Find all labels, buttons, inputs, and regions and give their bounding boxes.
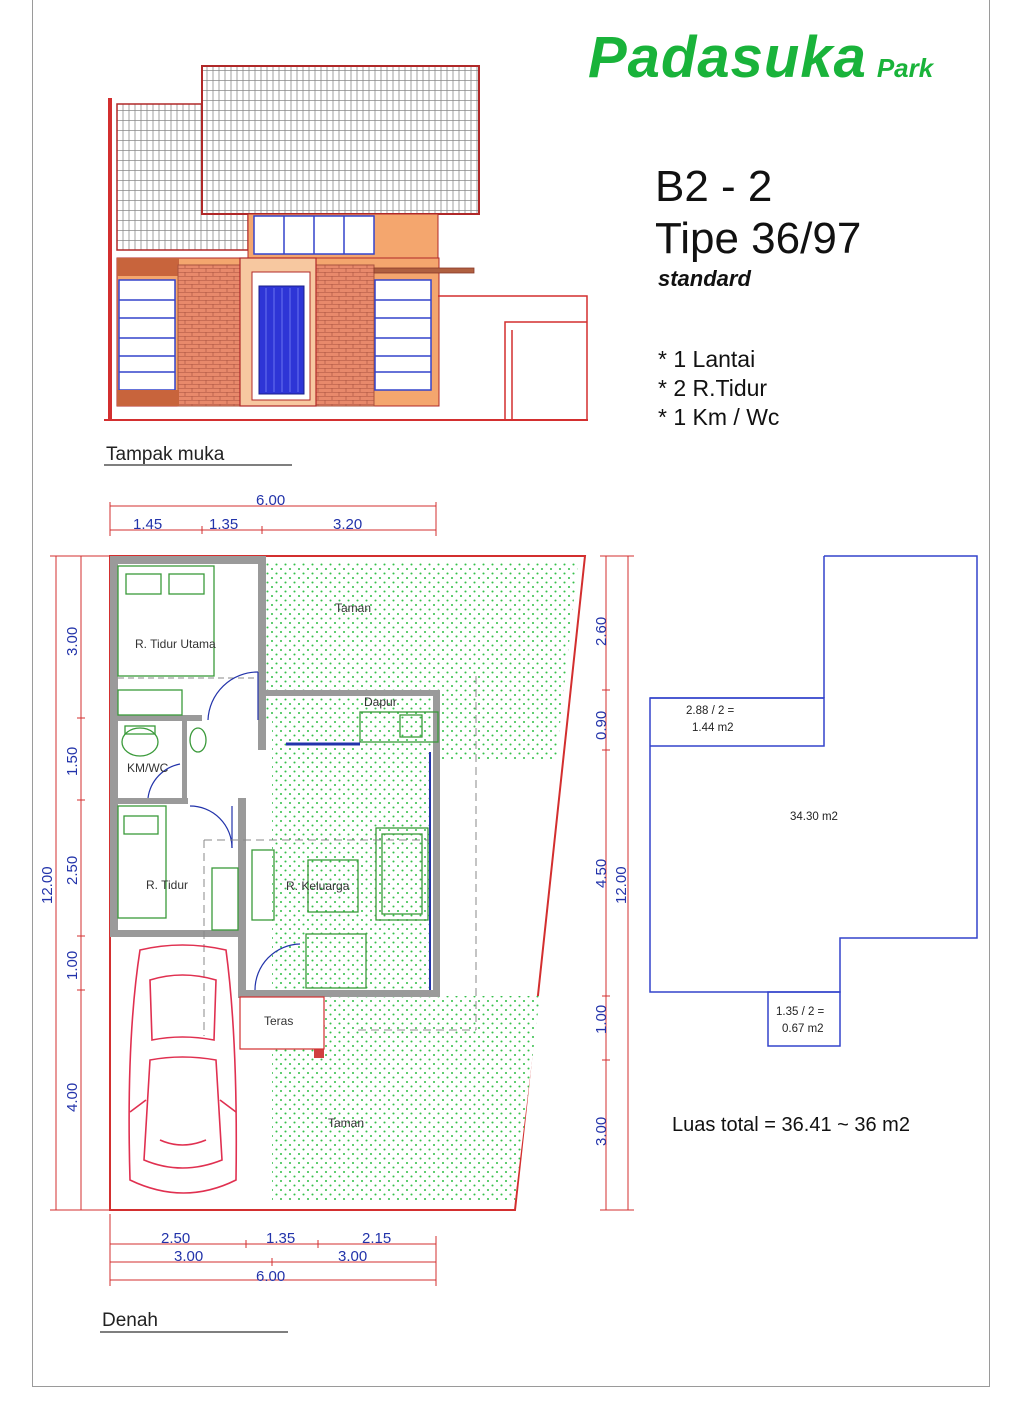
dim-right-2: 0.90 bbox=[593, 710, 610, 740]
floor-plan bbox=[100, 556, 585, 1332]
room-terrace: Teras bbox=[264, 1014, 294, 1028]
window-right bbox=[375, 280, 431, 390]
dim-top-total: 6.00 bbox=[256, 492, 286, 509]
side-fence bbox=[438, 296, 587, 420]
toilet bbox=[122, 726, 206, 756]
feature-floors: * 1 Lantai bbox=[658, 346, 756, 372]
dim-bottom-5: 3.00 bbox=[338, 1248, 368, 1265]
left-eave-post bbox=[108, 98, 112, 420]
car bbox=[129, 945, 236, 1193]
dim-right-1: 2.60 bbox=[593, 616, 610, 646]
brick-pillar-right bbox=[316, 265, 374, 406]
room-master-bedroom: R. Tidur Utama bbox=[135, 637, 216, 651]
room-garden-top: Taman bbox=[335, 601, 372, 615]
dim-left-2: 1.50 bbox=[64, 746, 81, 776]
unit-type: Tipe 36/97 bbox=[655, 214, 862, 263]
dim-bottom-2: 1.35 bbox=[266, 1230, 296, 1247]
dim-top-3: 3.20 bbox=[333, 516, 363, 533]
dim-bottom-3: 2.15 bbox=[362, 1230, 392, 1247]
area-bottom-value: 0.67 m2 bbox=[782, 1023, 824, 1035]
single-bed bbox=[118, 806, 238, 930]
dim-right-3: 4.50 bbox=[593, 858, 610, 888]
room-kitchen: Dapur bbox=[364, 695, 397, 709]
dim-right-5: 3.00 bbox=[593, 1116, 610, 1146]
dim-bottom-4: 3.00 bbox=[174, 1248, 204, 1265]
dim-top-2: 1.35 bbox=[209, 516, 239, 533]
room-garden-bottom: Taman bbox=[328, 1116, 365, 1130]
unit-code: B2 - 2 bbox=[655, 162, 773, 211]
dim-left-total: 12.00 bbox=[39, 866, 56, 904]
room-bathroom: KM/WC bbox=[127, 761, 169, 775]
feature-bedrooms: * 2 R.Tidur bbox=[658, 375, 768, 401]
area-top-formula: 2.88 / 2 = bbox=[686, 705, 735, 717]
room-bedroom: R. Tidur bbox=[146, 878, 189, 892]
clerestory-windows bbox=[254, 216, 374, 254]
dim-right-4: 1.00 bbox=[593, 1004, 610, 1034]
dim-left-3: 2.50 bbox=[64, 855, 81, 885]
bed-door-swing bbox=[190, 806, 232, 848]
dim-top-1: 1.45 bbox=[133, 516, 163, 533]
dim-left-5: 4.00 bbox=[64, 1082, 81, 1112]
garden-top-area bbox=[265, 563, 578, 1040]
dim-bottom-1: 2.50 bbox=[161, 1230, 191, 1247]
brand-name: Padasuka bbox=[588, 25, 867, 90]
plinth bbox=[117, 390, 179, 406]
brick-pillar-left bbox=[178, 265, 240, 406]
room-family: R. Keluarga bbox=[286, 879, 350, 893]
unit-variant: standard bbox=[658, 266, 751, 291]
dim-left-4: 1.00 bbox=[64, 950, 81, 980]
front-elevation bbox=[104, 66, 588, 465]
brand-suffix: Park bbox=[876, 53, 934, 83]
eave-shadow bbox=[117, 258, 179, 276]
window-canopy bbox=[374, 268, 474, 273]
dim-left-1: 3.00 bbox=[64, 626, 81, 656]
front-view-label: Tampak muka bbox=[106, 444, 225, 465]
master-door-swing bbox=[208, 672, 258, 720]
main-roof bbox=[202, 66, 479, 214]
plan-view-label: Denah bbox=[102, 1310, 158, 1331]
dim-right-total: 12.00 bbox=[613, 866, 630, 904]
area-top-value: 1.44 m2 bbox=[692, 722, 734, 734]
dim-bottom-total: 6.00 bbox=[256, 1268, 286, 1285]
area-main-value: 34.30 m2 bbox=[790, 811, 838, 823]
total-area-label: Luas total = 36.41 ~ 36 m2 bbox=[672, 1114, 910, 1136]
window-left bbox=[119, 280, 175, 390]
feature-bathroom: * 1 Km / Wc bbox=[658, 404, 780, 430]
area-diagram bbox=[650, 556, 977, 1046]
area-bottom-formula: 1.35 / 2 = bbox=[776, 1006, 825, 1018]
